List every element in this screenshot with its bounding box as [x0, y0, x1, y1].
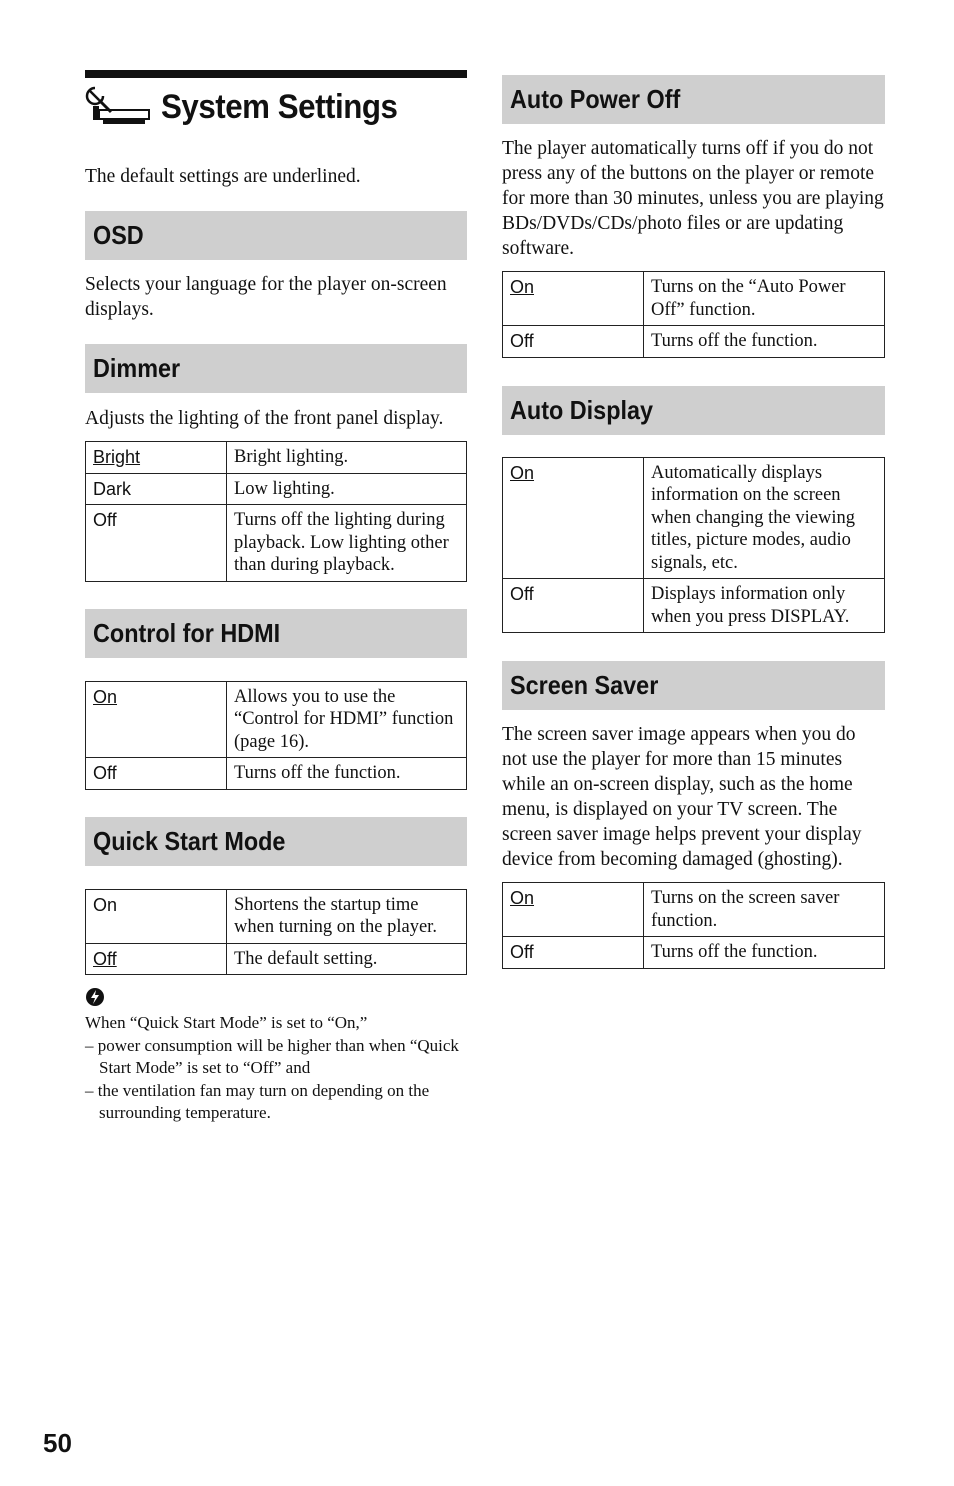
screen-saver-description: The screen saver image appears when you do not use the player for more than 15 minutes while an on-screen display, such as the home menu, is displayed on your TV screen. The screen saver image helps prevent your display device from becoming damaged (ghosting).	[502, 724, 862, 870]
option-label: Bright	[86, 442, 227, 474]
option-label: Dark	[86, 473, 227, 505]
option-description: Turns on the “Auto Power Off” function.	[644, 272, 885, 326]
intro-text: The default settings are underlined.	[85, 166, 361, 187]
option-label: On	[86, 889, 227, 943]
option-label: Off	[503, 937, 644, 969]
option-description: Automatically displays information on the screen when changing the viewing titles, picture modes, audio signals, etc.	[644, 457, 885, 579]
hint-note	[85, 987, 467, 1125]
section-heading-osd: OSD	[85, 211, 467, 260]
hint-icon	[85, 987, 105, 1007]
table-row	[86, 505, 467, 582]
right-column	[502, 75, 885, 969]
option-description: Low lighting.	[227, 473, 467, 505]
page-title: System Settings	[161, 88, 398, 126]
quick-start-table	[85, 889, 467, 976]
hdmi-table	[85, 681, 467, 790]
section-heading-auto-power-off: Auto Power Off	[502, 75, 885, 124]
option-label: On	[86, 681, 227, 758]
table-row	[503, 272, 885, 326]
option-label: Off	[86, 758, 227, 790]
option-description: Shortens the startup time when turning on the player.	[227, 889, 467, 943]
table-row	[86, 889, 467, 943]
table-row	[86, 681, 467, 758]
section-heading-dimmer: Dimmer	[85, 344, 467, 393]
option-label: On	[503, 272, 644, 326]
option-description: Turns off the function.	[227, 758, 467, 790]
option-description: Turns off the function.	[644, 937, 885, 969]
settings-wrench-icon	[85, 86, 153, 126]
section-heading-control-for-hdmi: Control for HDMI	[85, 609, 467, 658]
note-intro: When “Quick Start Mode” is set to “On,”	[85, 1013, 368, 1032]
option-description: Turns on the screen saver function.	[644, 883, 885, 937]
table-row	[503, 937, 885, 969]
note-list	[85, 1035, 467, 1125]
option-description: Bright lighting.	[227, 442, 467, 474]
note-item: – power consumption will be higher than when “Quick Start Mode” is set to “Off” and	[85, 1035, 459, 1077]
option-label: Off	[86, 505, 227, 582]
option-label: Off	[503, 579, 644, 633]
auto-power-description: The player automatically turns off if you do not press any of the buttons on the player or remote for more than 30 minutes, unless you are playing BDs/DVDs/CDs/photo files or are updating software.	[502, 138, 884, 259]
option-label: Off	[86, 943, 227, 975]
option-label: On	[503, 883, 644, 937]
title-bar	[85, 70, 467, 134]
option-description: Displays information only when you press DISPLAY.	[644, 579, 885, 633]
section-heading-quick-start-mode: Quick Start Mode	[85, 817, 467, 866]
option-description: Allows you to use the “Control for HDMI” function (page 16).	[227, 681, 467, 758]
option-description: The default setting.	[227, 943, 467, 975]
option-description: Turns off the function.	[644, 326, 885, 358]
table-row	[86, 943, 467, 975]
table-row	[86, 758, 467, 790]
auto-power-table	[502, 271, 885, 358]
osd-description: Selects your language for the player on-screen displays.	[85, 274, 447, 320]
table-row	[503, 579, 885, 633]
left-column	[85, 70, 467, 1125]
table-row	[503, 883, 885, 937]
table-row	[86, 442, 467, 474]
option-description: Turns off the lighting during playback. Low lighting other than during playback.	[227, 505, 467, 582]
table-row	[86, 473, 467, 505]
option-label: Off	[503, 326, 644, 358]
auto-display-table	[502, 457, 885, 634]
table-row	[503, 326, 885, 358]
option-label: On	[503, 457, 644, 579]
section-heading-screen-saver: Screen Saver	[502, 661, 885, 710]
section-heading-auto-display: Auto Display	[502, 386, 885, 435]
page-number: 50	[43, 1428, 72, 1458]
table-row	[503, 457, 885, 579]
dimmer-table	[85, 441, 467, 582]
dimmer-description: Adjusts the lighting of the front panel display.	[85, 408, 444, 429]
note-item: – the ventilation fan may turn on depending on the surrounding temperature.	[85, 1080, 430, 1122]
screen-saver-table	[502, 882, 885, 969]
